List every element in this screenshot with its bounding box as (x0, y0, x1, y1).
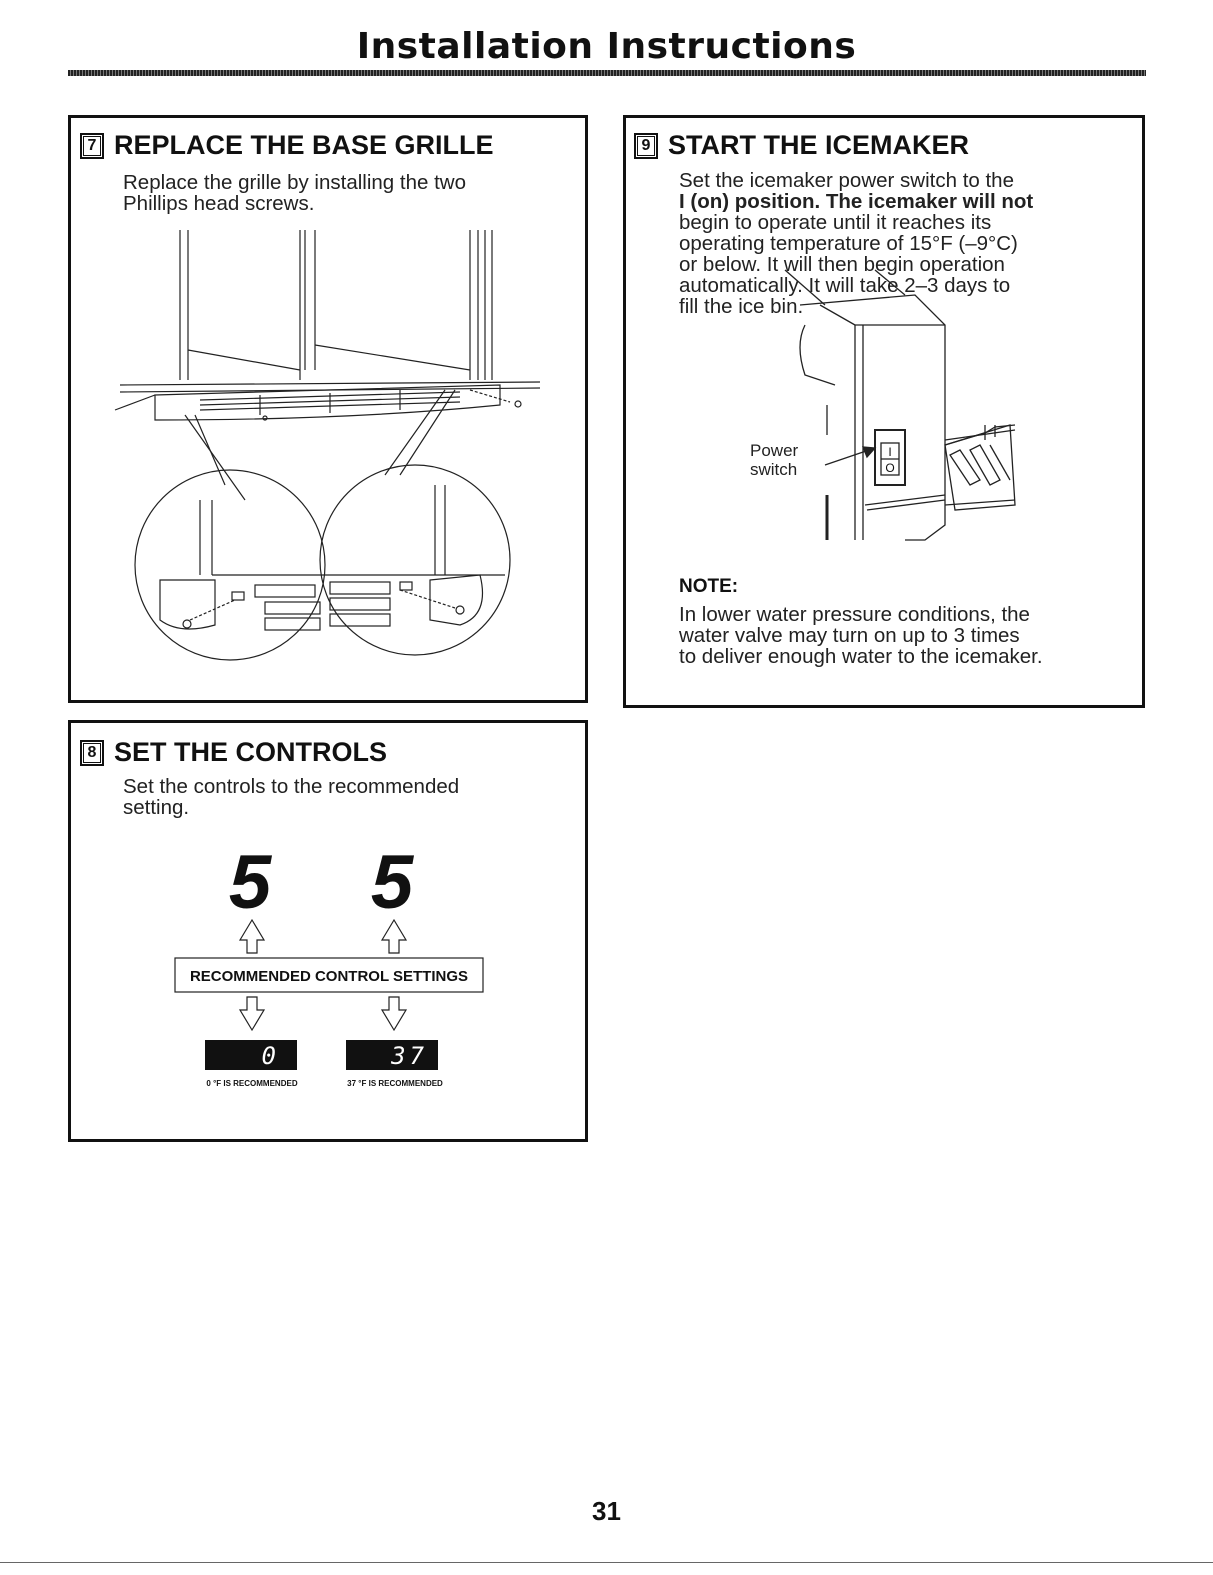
text-line: or below. It will then begin operation (679, 253, 1005, 276)
step-number-badge: 8 (80, 740, 104, 766)
freezer-display (205, 1040, 297, 1070)
step-title: START THE ICEMAKER (668, 130, 969, 160)
text-line: water valve may turn on up to 3 times (679, 624, 1020, 647)
bottom-rule (0, 1562, 1213, 1563)
text-line: I (on) position. The icemaker will not (679, 190, 1034, 213)
text-line: Replace the grille by installing the two (123, 171, 466, 194)
text-line: to deliver enough water to the icemaker. (679, 645, 1043, 668)
fresh-food-caption: 37 °F IS RECOMMENDED (347, 1079, 443, 1088)
freezer-setting-number: 5 (228, 840, 272, 925)
step-7-heading (80, 130, 494, 161)
note-text (679, 604, 1043, 667)
step-8-heading (80, 737, 387, 768)
fresh-food-display-value: 37 (391, 1042, 428, 1070)
title-rule (68, 70, 1146, 76)
page-number: 31 (592, 1496, 621, 1526)
step-number-badge: 7 (80, 133, 104, 159)
base-grille-illustration (100, 230, 550, 670)
step-title: SET THE CONTROLS (114, 737, 388, 767)
step-9-heading (634, 130, 969, 161)
recommended-settings-banner: RECOMMENDED CONTROL SETTINGS (189, 968, 469, 985)
text-line: begin to operate until it reaches its (679, 211, 992, 234)
freezer-display-value: 0 (261, 1042, 276, 1070)
fresh-food-setting-number: 5 (370, 840, 414, 925)
step-7-text (123, 172, 466, 214)
switch-off-symbol: O (885, 461, 895, 475)
text-line: setting. (123, 796, 190, 819)
text-line: automatically. It will take 2–3 days to (679, 274, 1011, 297)
step-number-badge: 9 (634, 133, 658, 159)
note-label: NOTE: (679, 576, 739, 597)
page-title: Installation Instructions (356, 26, 857, 67)
text-line: operating temperature of 15°F (–9°C) (679, 232, 1018, 255)
step-8-text (123, 776, 459, 818)
control-settings-diagram (170, 840, 490, 1100)
freezer-caption: 0 °F IS RECOMMENDED (206, 1079, 298, 1088)
text-line: Phillips head screws. (123, 192, 315, 215)
text-line: Set the controls to the recommended (123, 775, 460, 798)
text-line: Set the icemaker power switch to the (679, 169, 1014, 192)
text-line: fill the ice bin. (679, 295, 804, 318)
text-line: In lower water pressure conditions, the (679, 603, 1030, 626)
icemaker-illustration (745, 265, 1025, 545)
power-switch-label-line1: Power (750, 441, 799, 460)
power-switch-label-line2: switch (750, 460, 798, 479)
switch-on-symbol: I (888, 445, 892, 459)
step-title: REPLACE THE BASE GRILLE (114, 130, 494, 160)
